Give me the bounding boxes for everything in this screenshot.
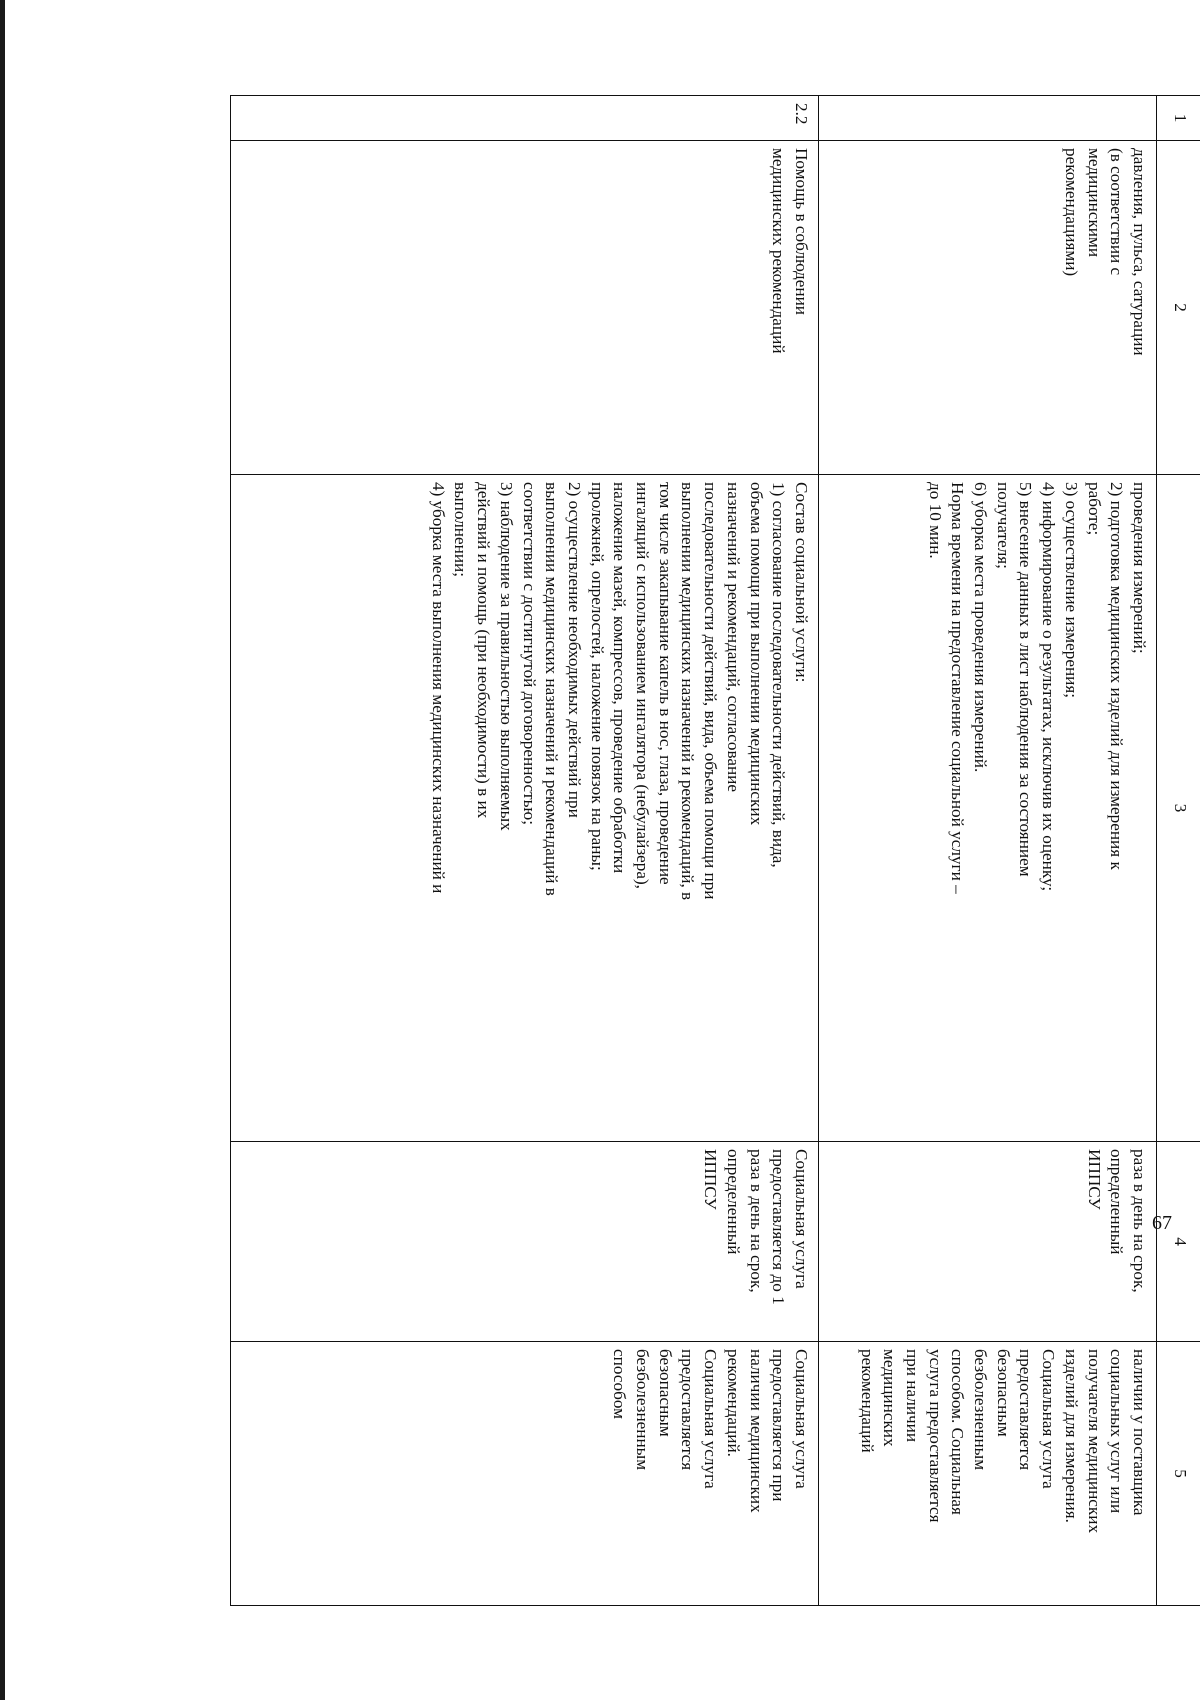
text-line: безболезненным <box>633 1349 653 1471</box>
text-line: Социальная услуга <box>792 1149 811 1289</box>
text-line: 3) осуществление измерения; <box>1061 482 1081 699</box>
text-line: получателя медицинских <box>1084 1349 1104 1534</box>
header-col-2: 2 <box>1157 141 1200 475</box>
services-table <box>230 95 1200 1606</box>
text-line: выполнении медицинских назначений и рекомендаций, в <box>678 482 698 901</box>
text-line: ингаляций с использованием ингалятора (небулайзера), <box>633 482 653 889</box>
text-line: рекомендаций <box>857 1349 877 1453</box>
text-line: рекомендаций. <box>723 1349 743 1457</box>
text-line: безопасным <box>993 1349 1013 1437</box>
text-line: объема помощи при выполнении медицинских <box>746 482 766 826</box>
text-line: Норма времени на предоставление социальной услуги – <box>948 482 968 894</box>
header-col-5: 5 <box>1157 1342 1200 1606</box>
text-line: 5) внесение данных в лист наблюдения за состоянием <box>1016 482 1036 877</box>
text-line: способом <box>610 1349 630 1419</box>
rotated-page <box>198 95 1200 1605</box>
text-line: Состав социальной услуги: <box>792 482 811 683</box>
text-line: наличии медицинских <box>746 1349 766 1513</box>
header-col-3: 3 <box>1157 475 1200 1142</box>
text-line: Социальная услуга <box>701 1349 721 1489</box>
text-line: выполнении медицинских назначений и рекомендаций в <box>542 482 562 896</box>
text-line: ИППСУ <box>701 1149 721 1210</box>
service-name <box>819 141 1157 475</box>
text-line: определенный <box>1107 1149 1127 1255</box>
text-line: предоставляется до 1 <box>769 1149 789 1305</box>
service-conditions <box>231 1342 819 1606</box>
text-line: социальных услуг или <box>1107 1349 1127 1514</box>
text-line: (в соответствии с <box>1107 148 1127 276</box>
text-line: назначений и рекомендаций, согласование <box>723 482 743 793</box>
text-line: 1) согласование последовательности действий, вида, <box>769 482 789 868</box>
text-line: Социальная услуга <box>1039 1349 1059 1489</box>
table-row <box>231 96 819 1606</box>
text-line: Помощь в соблюдении <box>792 148 811 315</box>
text-line: пролежней, опрелостей, наложение повязок на раны; <box>587 482 607 871</box>
text-line: 3) наблюдение за правильностью выполняемых <box>496 482 516 831</box>
text-line: 2) осуществление необходимых действий при <box>564 482 584 818</box>
header-col-4: 4 <box>1157 1142 1200 1342</box>
text-line: предоставляется <box>678 1349 698 1471</box>
text-line: 6) уборка места проведения измерений. <box>971 482 991 773</box>
text-line: медицинскими <box>1084 148 1104 258</box>
header-col-1: 1 <box>1157 96 1200 141</box>
text-line: ИППСУ <box>1084 1149 1104 1210</box>
text-line: проведения измерений; <box>1130 482 1149 654</box>
text-line: давления, пульса, сатурации <box>1130 148 1149 356</box>
text-line: определенный <box>723 1149 743 1255</box>
text-line: 2) подготовка медицинских изделий для измерения к <box>1107 482 1127 870</box>
text-line: последовательности действий, вида, объема помощи при <box>701 482 721 900</box>
service-conditions <box>819 1342 1157 1606</box>
text-line: выполнении; <box>451 482 471 578</box>
text-line: раза в день на срок, <box>1130 1149 1149 1293</box>
page-number: 67 <box>1152 1212 1172 1234</box>
text-line: соответствии с достигнутой договоренностью; <box>519 482 539 826</box>
text-line: изделий для измерения. <box>1061 1349 1081 1523</box>
row-number <box>819 96 1157 141</box>
text-line: рекомендациями) <box>1061 148 1081 277</box>
text-line: действий и помощь (при необходимости) в их <box>474 482 494 819</box>
text-line: предоставляется при <box>769 1349 789 1502</box>
text-line: 4) информирование о результатах, исключив их оценку; <box>1039 482 1059 892</box>
text-line: медицинских рекомендаций <box>769 148 789 354</box>
header-row <box>1157 96 1200 1606</box>
service-content <box>819 475 1157 1142</box>
text-line: безболезненным <box>971 1349 991 1471</box>
text-line: наложение мазей, компрессов, проведение обработки <box>610 482 630 874</box>
service-name <box>231 141 819 475</box>
table-row <box>819 96 1157 1606</box>
text-line: раза в день на срок, <box>746 1149 766 1293</box>
service-frequency <box>231 1142 819 1342</box>
text-line: предоставляется <box>1016 1349 1036 1471</box>
text-line: наличии у поставщика <box>1130 1349 1149 1516</box>
service-frequency <box>819 1142 1157 1342</box>
text-line: работе; <box>1084 482 1104 536</box>
text-line: медицинских <box>880 1349 900 1447</box>
text-line: том числе закапывание капель в нос, глаза, проведение <box>655 482 675 885</box>
text-line: услуга предоставляется <box>925 1349 945 1523</box>
text-line: при наличии <box>902 1349 922 1443</box>
text-line: способом. Социальная <box>948 1349 968 1515</box>
text-line: безопасным <box>655 1349 675 1437</box>
text-line: Социальная услуга <box>792 1349 811 1489</box>
scan-edge <box>0 0 5 1700</box>
text-line: получателя; <box>993 482 1013 569</box>
row-number: 2.2 <box>231 96 819 141</box>
text-line: до 10 мин. <box>925 482 945 559</box>
text-line: 4) уборка места выполнения медицинских назначений и <box>428 482 448 894</box>
service-content <box>231 475 819 1142</box>
